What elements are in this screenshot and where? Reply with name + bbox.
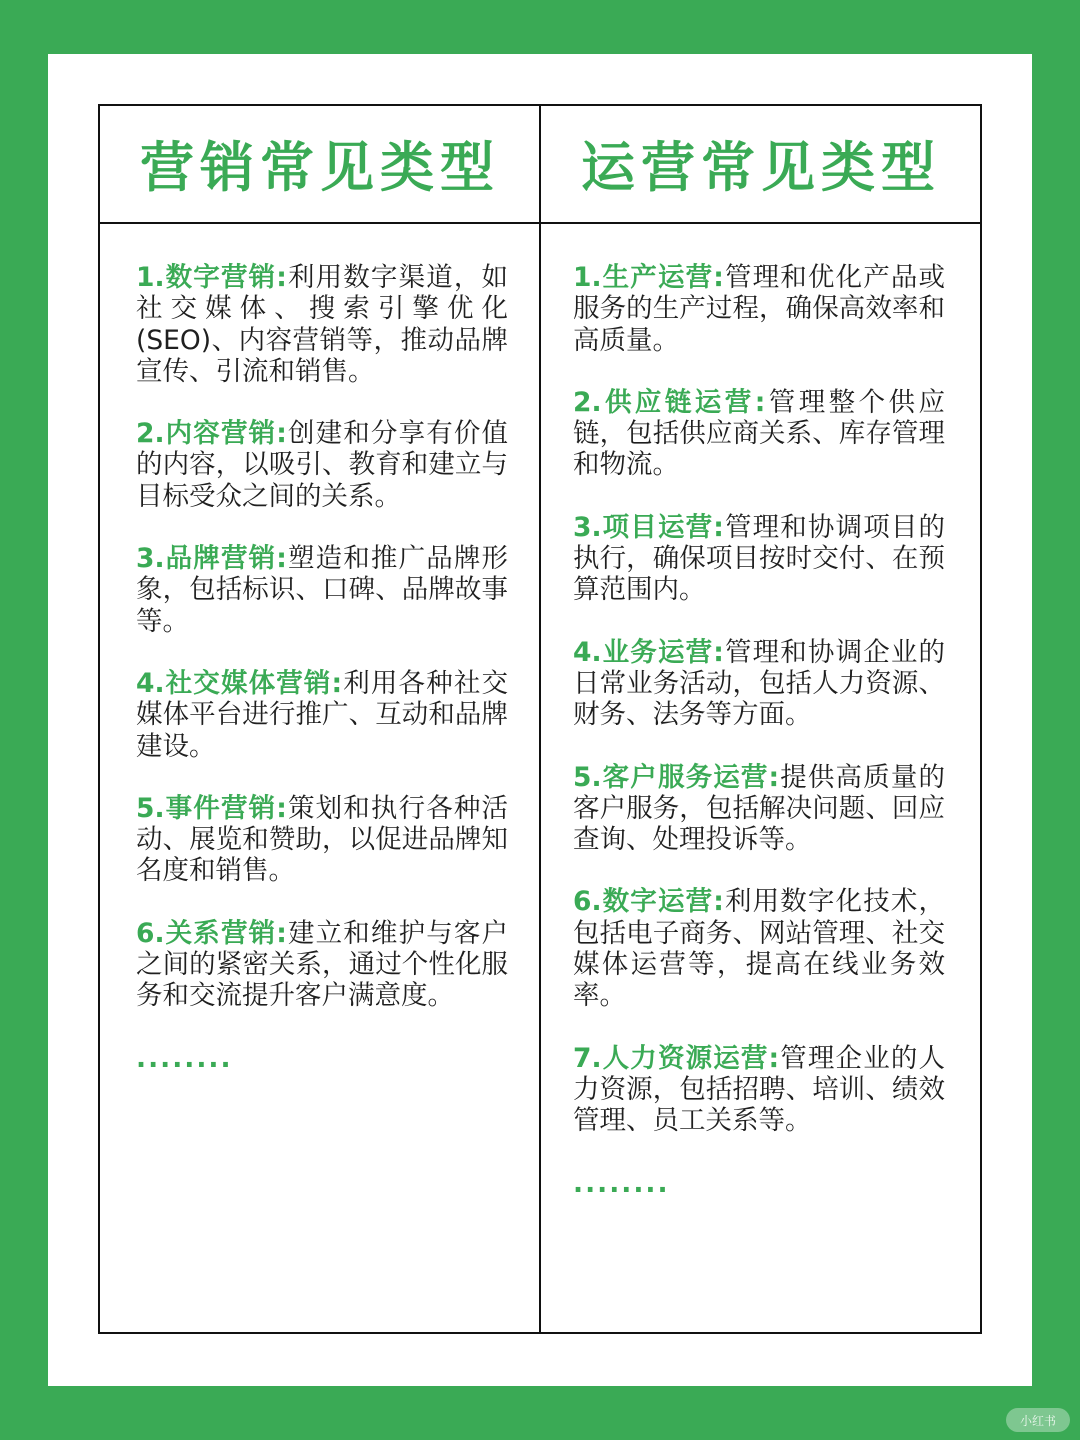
item-body: 利用数字化技术，包括电子商务、网站管理、社交媒体运营等，提高在线业务效率。 — [573, 886, 946, 1012]
item-head: 6.数字运营: — [573, 886, 724, 918]
operations-column — [573, 262, 945, 1199]
marketing-item — [136, 418, 508, 512]
item-head: 5.客户服务运营: — [573, 761, 780, 793]
item-head: 4.社交媒体营销: — [136, 667, 343, 699]
item-body: 利用数字渠道，如社交媒体、搜索引擎优化(SEO)、内容营销等，推动品牌宣传、引流和销售。 — [136, 262, 509, 387]
marketing-title: 营销常见类型 — [140, 135, 500, 199]
item-head: 6.关系营销: — [136, 917, 287, 949]
marketing-column — [136, 262, 508, 1074]
item-body: 管理和优化产品或服务的生产过程，确保高效率和高质量。 — [573, 262, 946, 356]
operations-item — [573, 262, 945, 356]
operations-item — [573, 1043, 945, 1137]
item-body: 管理和协调项目的执行，确保项目按时交付、在预算范围内。 — [573, 511, 946, 606]
operations-item — [573, 886, 945, 1011]
item-body: 提供高质量的客户服务，包括解决问题、回应查询、处理投诉等。 — [573, 761, 945, 856]
item-head: 4.业务运营: — [573, 636, 724, 668]
item-head: 5.事件营销: — [136, 792, 287, 824]
column-divider — [539, 104, 541, 1334]
item-head: 1.生产运营: — [573, 262, 724, 293]
marketing-item — [136, 543, 508, 637]
marketing-ellipsis: ........ — [136, 1042, 233, 1074]
item-head: 3.项目运营: — [573, 511, 724, 543]
operations-title: 运营常见类型 — [581, 135, 941, 199]
header-divider — [98, 222, 982, 224]
item-body: 管理整个供应链，包括供应商关系、库存管理和物流。 — [573, 386, 946, 481]
item-head: 2.供应链运营: — [573, 386, 766, 418]
operations-item — [573, 637, 945, 731]
item-head: 2.内容营销: — [136, 418, 287, 450]
marketing-item — [136, 668, 508, 762]
item-body: 塑造和推广品牌形象，包括标识、口碑、品牌故事等。 — [136, 543, 509, 637]
operations-item — [573, 762, 945, 856]
item-head: 7.人力资源运营: — [573, 1042, 780, 1074]
item-head: 1.数字营销: — [136, 262, 287, 293]
operations-item — [573, 512, 945, 606]
marketing-item — [136, 262, 508, 387]
item-body: 建立和维护与客户之间的紧密关系，通过个性化服务和交流提升客户满意度。 — [136, 917, 509, 1012]
operations-ellipsis: ........ — [573, 1167, 670, 1199]
item-body: 利用各种社交媒体平台进行推广、互动和品牌建设。 — [136, 667, 508, 762]
operations-item — [573, 387, 945, 481]
item-head: 3.品牌营销: — [136, 543, 287, 575]
item-body: 管理和协调企业的日常业务活动，包括人力资源、财务、法务等方面。 — [573, 636, 946, 731]
xiaohongshu-logo-icon — [1006, 1408, 1070, 1432]
item-body: 策划和执行各种活动、展览和赞助，以促进品牌知名度和销售。 — [136, 792, 509, 887]
item-body: 创建和分享有价值的内容，以吸引、教育和建立与目标受众之间的关系。 — [136, 418, 509, 512]
marketing-item — [136, 918, 508, 1012]
marketing-item — [136, 793, 508, 887]
item-body: 管理企业的人力资源，包括招聘、培训、绩效管理、员工关系等。 — [573, 1042, 945, 1137]
watermark-text: 小红书 — [1019, 1413, 1056, 1428]
